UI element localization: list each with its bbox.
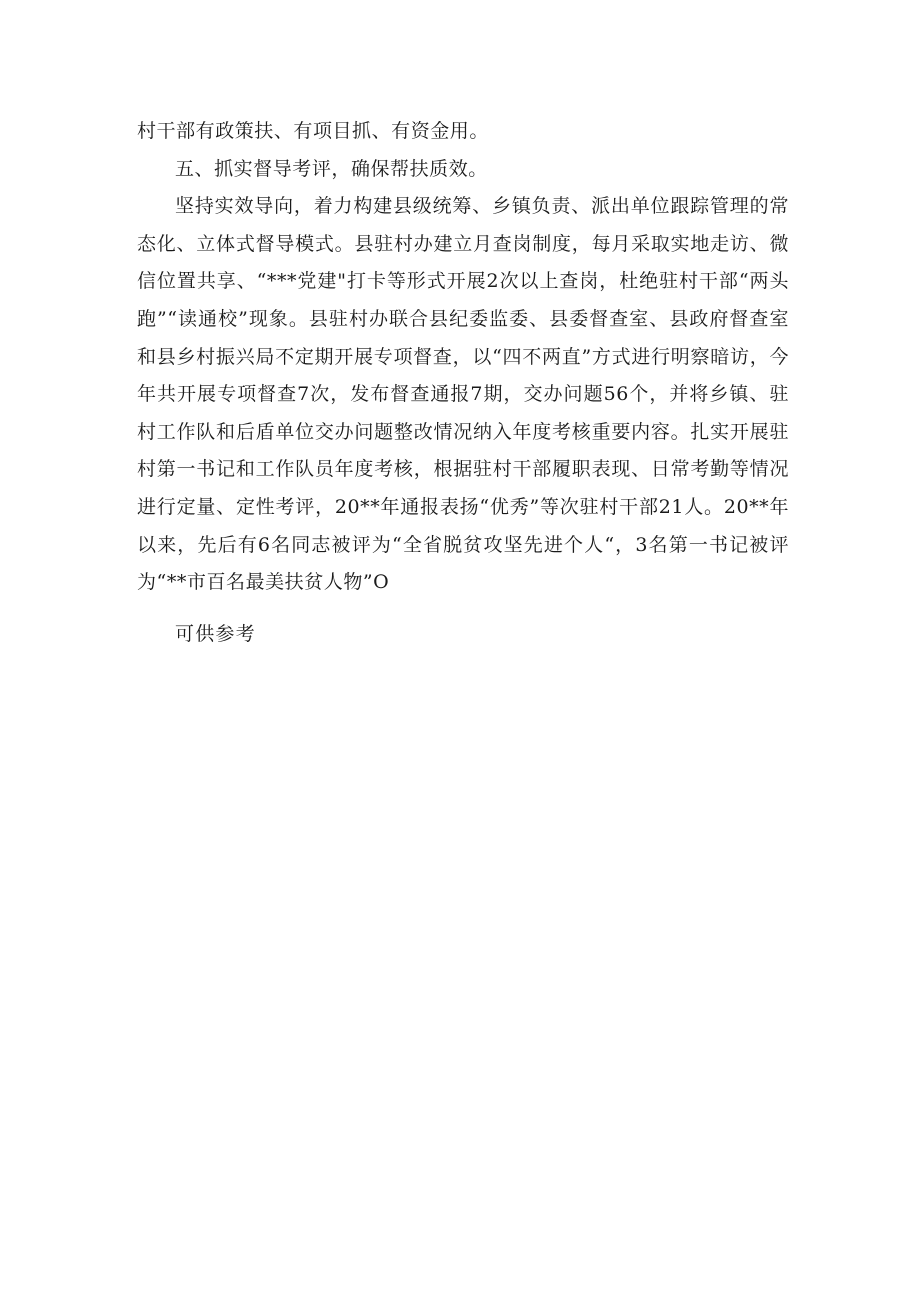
paragraph-body: 坚持实效导向，着力构建县级统筹、乡镇负责、派出单位跟踪管理的常态化、立体式督导模式。县驻村办建立月查岗制度，每月采取实地走访、微信位置共享、“***党建"打卡等形式开展2次以上查岗，杜绝驻村干部“两头跑”“读通校”现象。县驻村办联合县纪委监委、县委督查室、县政府督查室和县乡村振兴局不定期开展专项督查，以“四不两直”方式进行明察暗访，今年共开展专项督查7次，发布督查通报7期，交办问题56个，并将乡镇、驻村工作队和后盾单位交办问题整改情况纳入年度考核重要内容。扎实开展驻村第一书记和工作队员年度考核，根据驻村干部履职表现、日常考勤等情况进行定量、定性考评，20**年通报表扬“优秀”等次驻村干部21人。20**年以来，先后有6名同志被评为“全省脱贫攻坚先进个人“，3名第一书记被评为“**市百名最美扶贫人物”O — [137, 195, 789, 594]
section-heading: 五、抓实督导考评，确保帮扶质效。 — [175, 157, 488, 180]
paragraph-continued: 村干部有政策扶、有项目抓、有资金用。 — [137, 120, 489, 142]
document-body — [137, 113, 789, 653]
closing-note: 可供参考 — [175, 622, 256, 645]
